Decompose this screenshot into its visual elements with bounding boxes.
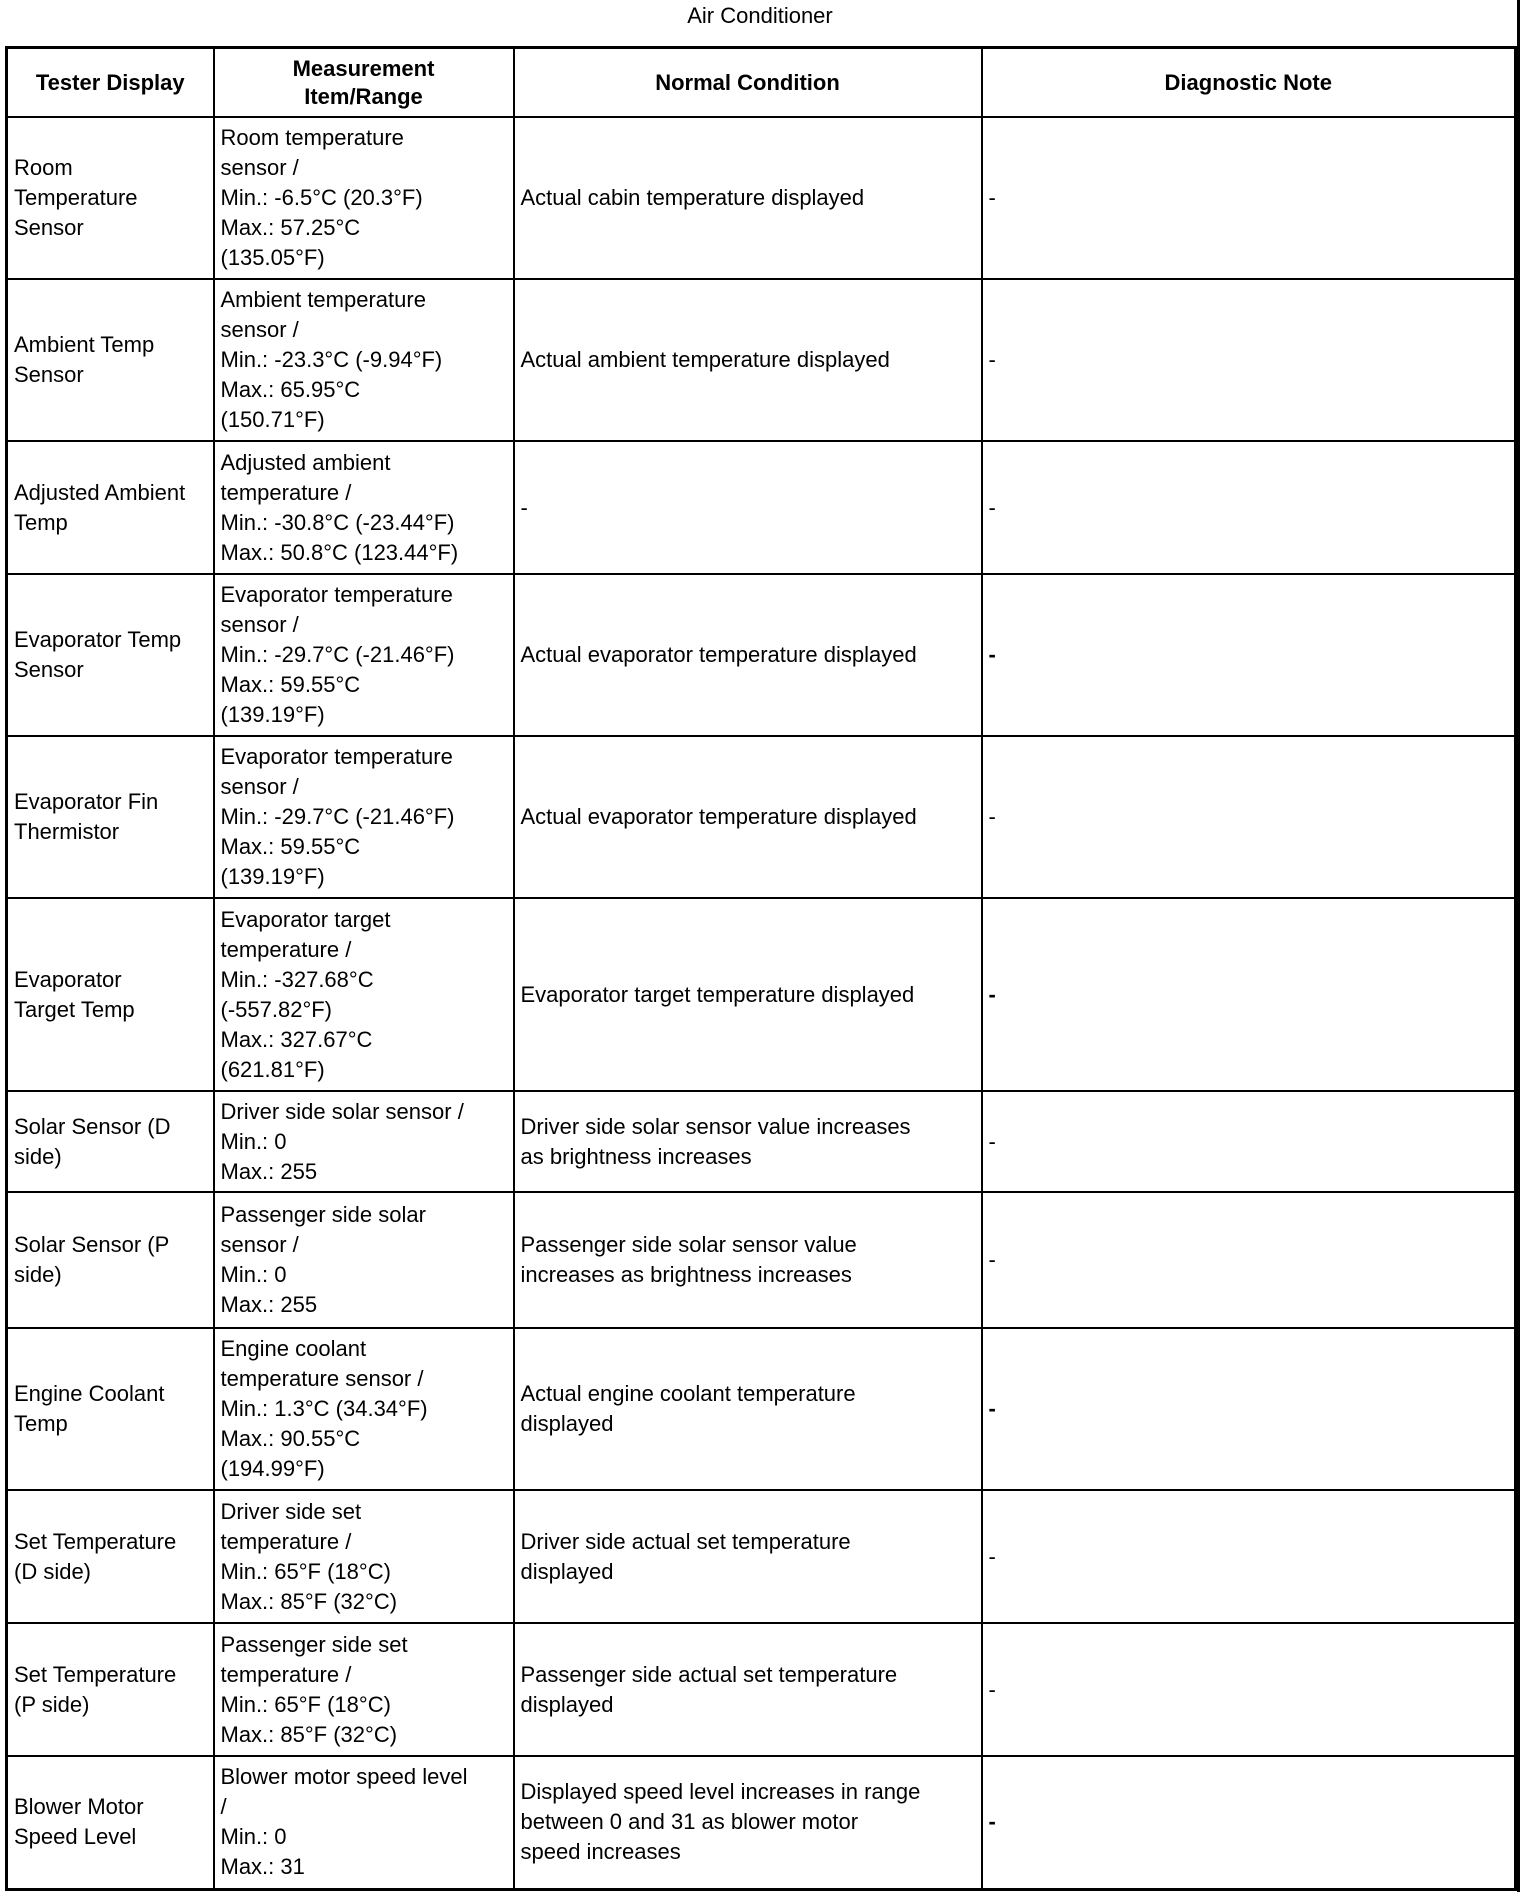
table-row xyxy=(7,1490,1516,1623)
cell-tester-display: Evaporator Fin Thermistor xyxy=(7,736,214,898)
cell-tester-display: Solar Sensor (D side) xyxy=(7,1091,214,1192)
cell-diagnostic-note: - xyxy=(982,441,1516,574)
cell-diagnostic-note: - xyxy=(982,1490,1516,1623)
cell-tester-display: Ambient Temp Sensor xyxy=(7,279,214,441)
header-tester-display: Tester Display xyxy=(7,48,214,118)
cell-measurement: Room temperature sensor / Min.: -6.5°C (20.3°F) Max.: 57.25°C (135.05°F) xyxy=(214,117,514,279)
table-row xyxy=(7,736,1516,898)
cell-diagnostic-note: - xyxy=(982,898,1516,1091)
cell-normal-condition: Actual evaporator temperature displayed xyxy=(514,736,982,898)
cell-tester-display: Engine Coolant Temp xyxy=(7,1328,214,1490)
cell-diagnostic-note: - xyxy=(982,736,1516,898)
table-row xyxy=(7,1328,1516,1490)
cell-measurement: Passenger side set temperature / Min.: 65°F (18°C) Max.: 85°F (32°C) xyxy=(214,1623,514,1756)
cell-measurement: Ambient temperature sensor / Min.: -23.3°C (-9.94°F) Max.: 65.95°C (150.71°F) xyxy=(214,279,514,441)
cell-measurement: Blower motor speed level / Min.: 0 Max.: 31 xyxy=(214,1756,514,1889)
cell-measurement: Passenger side solar sensor / Min.: 0 Max.: 255 xyxy=(214,1192,514,1328)
table-row xyxy=(7,574,1516,736)
cell-normal-condition: Actual evaporator temperature displayed xyxy=(514,574,982,736)
cell-normal-condition: - xyxy=(514,441,982,574)
cell-normal-condition: Actual ambient temperature displayed xyxy=(514,279,982,441)
cell-diagnostic-note: - xyxy=(982,1623,1516,1756)
cell-measurement: Evaporator target temperature / Min.: -327.68°C (-557.82°F) Max.: 327.67°C (621.81°F) xyxy=(214,898,514,1091)
table-row xyxy=(7,898,1516,1091)
cell-measurement: Adjusted ambient temperature / Min.: -30.8°C (-23.44°F) Max.: 50.8°C (123.44°F) xyxy=(214,441,514,574)
cell-normal-condition: Passenger side actual set temperature displayed xyxy=(514,1623,982,1756)
data-list-table xyxy=(5,46,1517,1891)
cell-tester-display: Evaporator Temp Sensor xyxy=(7,574,214,736)
header-normal-condition: Normal Condition xyxy=(514,48,982,118)
table-row xyxy=(7,1091,1516,1192)
table-row xyxy=(7,279,1516,441)
cell-measurement: Engine coolant temperature sensor / Min.: 1.3°C (34.34°F) Max.: 90.55°C (194.99°F) xyxy=(214,1328,514,1490)
cell-tester-display: Set Temperature (D side) xyxy=(7,1490,214,1623)
table-row xyxy=(7,117,1516,279)
header-measurement: Measurement Item/Range xyxy=(214,48,514,118)
cell-diagnostic-note: - xyxy=(982,1756,1516,1889)
table-row xyxy=(7,1192,1516,1328)
cell-tester-display: Solar Sensor (P side) xyxy=(7,1192,214,1328)
cell-tester-display: Set Temperature (P side) xyxy=(7,1623,214,1756)
header-diagnostic-note: Diagnostic Note xyxy=(982,48,1516,118)
cell-tester-display: Adjusted Ambient Temp xyxy=(7,441,214,574)
cell-measurement: Evaporator temperature sensor / Min.: -29.7°C (-21.46°F) Max.: 59.55°C (139.19°F) xyxy=(214,574,514,736)
cell-tester-display: Evaporator Target Temp xyxy=(7,898,214,1091)
table-header-row xyxy=(7,48,1516,118)
cell-diagnostic-note: - xyxy=(982,1328,1516,1490)
cell-normal-condition: Driver side solar sensor value increases as brightness increases xyxy=(514,1091,982,1192)
cell-measurement: Evaporator temperature sensor / Min.: -29.7°C (-21.46°F) Max.: 59.55°C (139.19°F) xyxy=(214,736,514,898)
cell-diagnostic-note: - xyxy=(982,1091,1516,1192)
cell-tester-display: Room Temperature Sensor xyxy=(7,117,214,279)
cell-normal-condition: Evaporator target temperature displayed xyxy=(514,898,982,1091)
cell-tester-display: Blower Motor Speed Level xyxy=(7,1756,214,1889)
cell-diagnostic-note: - xyxy=(982,117,1516,279)
table-row xyxy=(7,1756,1516,1889)
cell-normal-condition: Passenger side solar sensor value increases as brightness increases xyxy=(514,1192,982,1328)
cell-diagnostic-note: - xyxy=(982,279,1516,441)
page-title: Air Conditioner xyxy=(687,3,833,28)
cell-measurement: Driver side solar sensor / Min.: 0 Max.: 255 xyxy=(214,1091,514,1192)
cell-normal-condition: Driver side actual set temperature displayed xyxy=(514,1490,982,1623)
cell-normal-condition: Actual engine coolant temperature displayed xyxy=(514,1328,982,1490)
cell-normal-condition: Actual cabin temperature displayed xyxy=(514,117,982,279)
cell-normal-condition: Displayed speed level increases in range between 0 and 31 as blower motor speed increases xyxy=(514,1756,982,1889)
cell-diagnostic-note: - xyxy=(982,574,1516,736)
cell-measurement: Driver side set temperature / Min.: 65°F (18°C) Max.: 85°F (32°C) xyxy=(214,1490,514,1623)
cell-diagnostic-note: - xyxy=(982,1192,1516,1328)
table-row xyxy=(7,441,1516,574)
table-row xyxy=(7,1623,1516,1756)
